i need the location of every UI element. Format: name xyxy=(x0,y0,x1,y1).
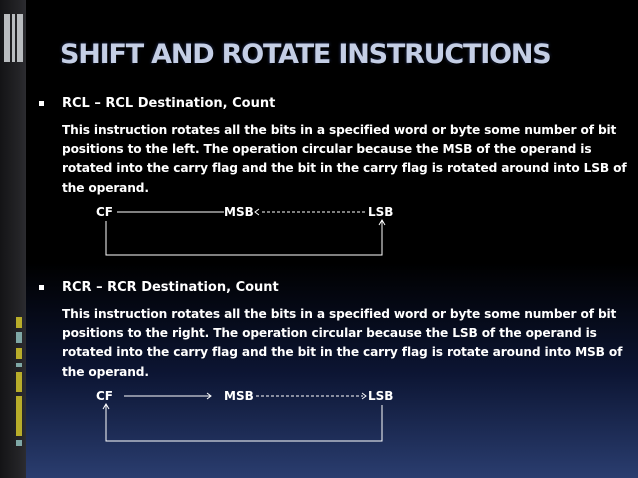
slide-title: SHIFT AND ROTATE INSTRUCTIONS xyxy=(60,39,551,70)
paragraph-rcl: This instruction rotates all the bits in a specified word or byte some number of bit positions to the left. The operation circular because the MSB of the operand is rotated into the carry flag and the bit in the carry flag is rotated around into LSB of the operand. xyxy=(62,123,627,195)
rcr-cf-label: CF xyxy=(96,389,114,403)
rcr-lsb-label: LSB xyxy=(368,389,394,403)
rcl-cf-label: CF xyxy=(96,205,114,219)
rcl-msb-label: MSB xyxy=(224,205,254,219)
rcl-msb-arrowhead xyxy=(255,209,259,215)
rcr-msb-label: MSB xyxy=(224,389,254,403)
rcl-return-path xyxy=(106,221,382,255)
heading-rcl: RCL – RCL Destination, Count xyxy=(62,96,276,111)
heading-rcr: RCR – RCR Destination, Count xyxy=(62,280,279,295)
rcr-return-path xyxy=(106,405,382,441)
paragraph-rcr: This instruction rotates all the bits in a specified word or byte some number of bit positions to the right. The operation circular because the LSB of the operand is rotated into the carry flag and the bit in the carry flag is rotate around into MSB of the operand. xyxy=(62,307,623,379)
rcl-lsb-label: LSB xyxy=(368,205,394,219)
